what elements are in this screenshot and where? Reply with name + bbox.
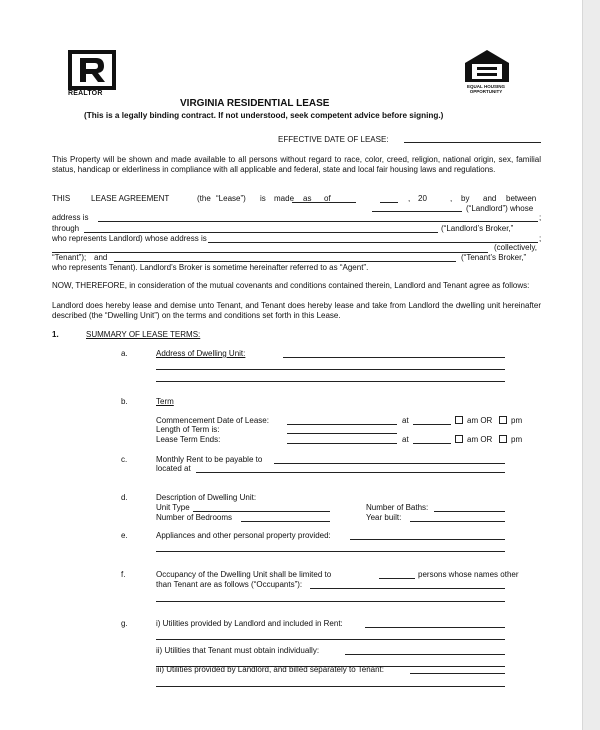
lease-date-field[interactable] <box>292 202 356 203</box>
occupants-line-1[interactable] <box>310 588 505 589</box>
agreement-word: between <box>506 194 537 203</box>
appliances-line-1[interactable] <box>350 539 505 540</box>
commencement-time-field[interactable] <box>413 424 451 425</box>
document-subtitle: (This is a legally binding contract. If not understood, seek competent advice before signing.) <box>84 111 444 120</box>
landlords-broker-label: (“Landlord’s Broker,” <box>441 224 514 233</box>
utilities-landlord-line-1[interactable] <box>365 627 505 628</box>
address-line-2[interactable] <box>156 369 505 370</box>
year-built-label: Year built: <box>366 513 402 522</box>
bedrooms-label: Number of Bedrooms <box>156 513 233 522</box>
utilities-tenant-label: ii) Utilities that Tenant must obtain individually: <box>156 646 320 655</box>
tenant-name-field[interactable] <box>52 252 488 253</box>
equal-housing-logo <box>462 50 512 98</box>
ends-date-field[interactable] <box>287 443 397 444</box>
agreement-word: THIS <box>52 194 71 203</box>
rent-location-field[interactable] <box>196 472 505 473</box>
agreement-word: and <box>483 194 497 203</box>
occupancy-limit-field[interactable] <box>379 578 415 579</box>
effective-date-label: EFFECTIVE DATE OF LEASE: <box>278 135 389 144</box>
year-built-field[interactable] <box>410 521 505 522</box>
ends-pm: pm <box>511 435 523 444</box>
represents-landlord-text: who represents Landlord) whose address is <box>52 234 207 243</box>
baths-field[interactable] <box>434 511 505 512</box>
agreement-word: of <box>324 194 331 203</box>
utilities-billed-line-1[interactable] <box>410 673 505 674</box>
unit-type-field[interactable] <box>193 511 330 512</box>
ends-time-field[interactable] <box>413 443 451 444</box>
lease-year-field[interactable] <box>380 202 398 203</box>
bedrooms-field[interactable] <box>241 521 330 522</box>
item-a-letter: a. <box>121 349 128 358</box>
address-line-1[interactable] <box>283 357 505 358</box>
agreement-word: (the <box>197 194 211 203</box>
item-a-label: Address of Dwelling Unit: <box>156 349 246 358</box>
landlord-does-paragraph: Landlord does hereby lease and demise unto Tenant, and Tenant does hereby lease and take from Landlord the dwelling unit hereinafter described (the “Dwelling Unit”) on the terms and conditions set forth in this Lease. <box>52 301 541 320</box>
utilities-tenant-line-1[interactable] <box>345 654 505 655</box>
item-g-letter: g. <box>121 619 128 628</box>
realtor-r-icon <box>68 50 116 90</box>
item-c-label: Monthly Rent to be payable to <box>156 455 263 464</box>
collectively-label: (collectively, <box>494 243 537 252</box>
ends-am-or: am OR <box>467 435 493 444</box>
semicolon: ; <box>539 213 542 222</box>
ends-pm-checkbox[interactable] <box>499 435 507 443</box>
realtor-wordmark: REALTOR <box>68 90 103 97</box>
commencement-label: Commencement Date of Lease: <box>156 416 269 425</box>
realtor-logo <box>68 50 116 100</box>
length-label: Length of Term is: <box>156 425 220 434</box>
landlords-broker-field[interactable] <box>84 232 438 233</box>
broker-address-field[interactable] <box>208 242 538 243</box>
equal-housing-icon <box>465 50 509 82</box>
utilities-landlord-line-2[interactable] <box>156 639 505 640</box>
utilities-landlord-label: i) Utilities provided by Landlord and included in Rent: <box>156 619 343 628</box>
address-line-3[interactable] <box>156 381 505 382</box>
item-f-label: Occupancy of the Dwelling Unit shall be limited to <box>156 570 332 579</box>
ends-am-checkbox[interactable] <box>455 435 463 443</box>
item-b-label: Term <box>156 397 174 406</box>
item-e-label: Appliances and other personal property provided: <box>156 531 331 540</box>
vertical-scrollbar[interactable] <box>582 0 600 730</box>
item-d-letter: d. <box>121 493 128 502</box>
section-title: SUMMARY OF LEASE TERMS: <box>86 330 201 339</box>
landlord-address-field[interactable] <box>98 221 538 222</box>
item-c-letter: c. <box>121 455 128 464</box>
tenants-broker-field[interactable] <box>114 261 456 262</box>
length-field[interactable] <box>287 433 397 434</box>
item-b-letter: b. <box>121 397 128 406</box>
tenant-label: “Tenant”); <box>52 253 87 262</box>
rent-payee-field[interactable] <box>274 463 505 464</box>
section-number: 1. <box>52 330 59 339</box>
tenants-broker-label: (“Tenant’s Broker,” <box>461 253 527 262</box>
item-e-letter: e. <box>121 531 128 540</box>
item-f-line2: than Tenant are as follows (“Occupants”): <box>156 580 303 589</box>
utilities-billed-label: iii) Utilities provided by Landlord, and billed separately to Tenant: <box>156 665 384 674</box>
commencement-pm-checkbox[interactable] <box>499 416 507 424</box>
item-f-label-tail: persons whose names other <box>418 570 519 579</box>
agreement-word: “Lease”) <box>216 194 246 203</box>
utilities-billed-line-2[interactable] <box>156 686 505 687</box>
commencement-pm: pm <box>511 416 523 425</box>
baths-label: Number of Baths: <box>366 503 429 512</box>
agreement-word: as <box>303 194 312 203</box>
fair-housing-paragraph: This Property will be shown and made available to all persons without regard to race, color, creed, religion, national origin, sex, familial status, handicap or elderliness in compliance with all applicable and federal, state and local fair housing laws and regulations. <box>52 155 541 174</box>
ends-label: Lease Term Ends: <box>156 435 221 444</box>
item-d-label: Description of Dwelling Unit: <box>156 493 257 502</box>
commencement-am-checkbox[interactable] <box>455 416 463 424</box>
represents-tenant-text: who represents Tenant). Landlord’s Broker is sometime hereinafter referred to as “Agent”. <box>52 263 369 272</box>
landlord-suffix: (“Landlord”) whose <box>466 204 534 213</box>
effective-date-field[interactable] <box>404 142 541 143</box>
commencement-am-or: am OR <box>467 416 493 425</box>
commencement-date-field[interactable] <box>287 424 397 425</box>
located-at-label: located at <box>156 464 191 473</box>
now-therefore-paragraph: NOW, THEREFORE, in consideration of the mutual covenants and conditions contained therein, Landlord and Tenant agree as follows: <box>52 281 530 290</box>
agreement-word: is <box>260 194 266 203</box>
agreement-word: made <box>274 194 295 203</box>
agreement-word: , <box>450 194 453 203</box>
ends-at: at <box>402 435 409 444</box>
and-label: and <box>94 253 108 262</box>
item-f-letter: f. <box>121 570 126 579</box>
agreement-word: , <box>408 194 411 203</box>
semicolon-2: ; <box>539 234 542 243</box>
occupants-line-2[interactable] <box>156 601 505 602</box>
address-is-label: address is <box>52 213 89 222</box>
appliances-line-2[interactable] <box>156 551 505 552</box>
equal-housing-text: EQUAL HOUSING OPPORTUNITY <box>467 84 505 94</box>
agreement-word: LEASE AGREEMENT <box>91 194 170 203</box>
landlord-name-field[interactable] <box>372 211 462 212</box>
document-title: VIRGINIA RESIDENTIAL LEASE <box>180 98 330 109</box>
agreement-word: by <box>461 194 470 203</box>
through-label: through <box>52 224 80 233</box>
agreement-word: 20 <box>418 194 427 203</box>
commencement-at: at <box>402 416 409 425</box>
unit-type-label: Unit Type <box>156 503 190 512</box>
